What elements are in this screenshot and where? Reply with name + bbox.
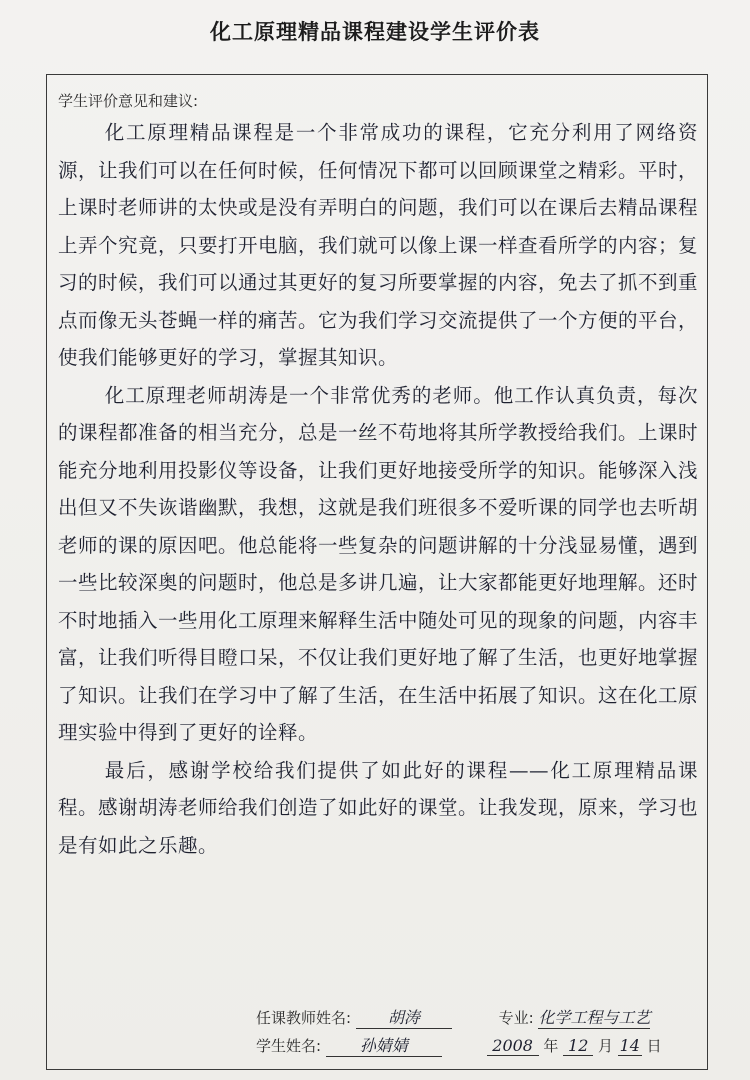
student-label: 学生姓名: <box>256 1037 322 1055</box>
comment-paragraph-2: 化工原理老师胡涛是一个非常优秀的老师。他工作认真负责，每次的课程都准备的相当充分，总是一丝不苟地将其所学教授给我们。上课时能充分地利用投影仪等设备，让我们更好地接受所学的知识。能够深入浅出但又不失诙谐幽默，我想，这就是我们班很多不爱听课的同学也去听胡老师的课的原因吧。他总能将一些复杂的问题讲解的十分浅显易懂，遇到一些比较深奥的问题时，他总是多讲几遍，让大家都能更好地理解。还时不时地插入一些用化工原理来解释生活中随处可见的现象的问题，内容丰富，让我们听得目瞪口呆，不仅让我们更好地了解了生活，也更好地掌握了知识。让我们在学习中了解了生活，在生活中拓展了知识。这在化工原理实验中得到了更好的诠释。 <box>58 383 699 744</box>
major-value: 化学工程与工艺 <box>538 1005 650 1029</box>
date-day-unit: 日 <box>646 1037 662 1055</box>
student-name: 孙婧婧 <box>326 1033 442 1057</box>
date-year-unit: 年 <box>543 1037 559 1055</box>
handwritten-comments <box>58 114 698 864</box>
date-year: 2008 <box>487 1036 539 1056</box>
major-label: 专业: <box>498 1009 534 1027</box>
section-label: 学生评价意见和建议: <box>58 92 199 110</box>
date-day: 14 <box>619 1036 640 1055</box>
date-month-unit: 月 <box>597 1037 613 1055</box>
comment-paragraph-1: 化工原理精品课程是一个非常成功的课程，它充分利用了网络资源，让我们可以在任何时候，任何情况下都可以回顾课堂之精彩。平时，上课时老师讲的太快或是没有弄明白的问题，我们可以在课后去精品课程上弄个究竟，只要打开电脑，我们就可以像上课一样查看所学的内容；复习的时候，我们可以通过其更好的复习所要掌握的内容，免去了抓不到重点而像无头苍蝇一样的痛苦。它为我们学习交流提供了一个方便的平台，使我们能够更好的学习，掌握其知识。 <box>58 121 699 369</box>
teacher-name: 胡涛 <box>356 1005 452 1029</box>
comment-paragraph-3: 最后，感谢学校给我们提供了如此好的课程——化工原理精品课程。感谢胡涛老师给我们创造了如此好的课堂。让我发现，原来，学习也是有如此之乐趣。 <box>58 758 699 857</box>
teacher-label: 任课教师姓名: <box>256 1009 352 1027</box>
page-title: 化工原理精品课程建设学生评价表 <box>210 20 540 44</box>
date-month: 12 <box>563 1036 593 1056</box>
teacher-row <box>256 1005 650 1029</box>
student-row <box>256 1033 662 1057</box>
